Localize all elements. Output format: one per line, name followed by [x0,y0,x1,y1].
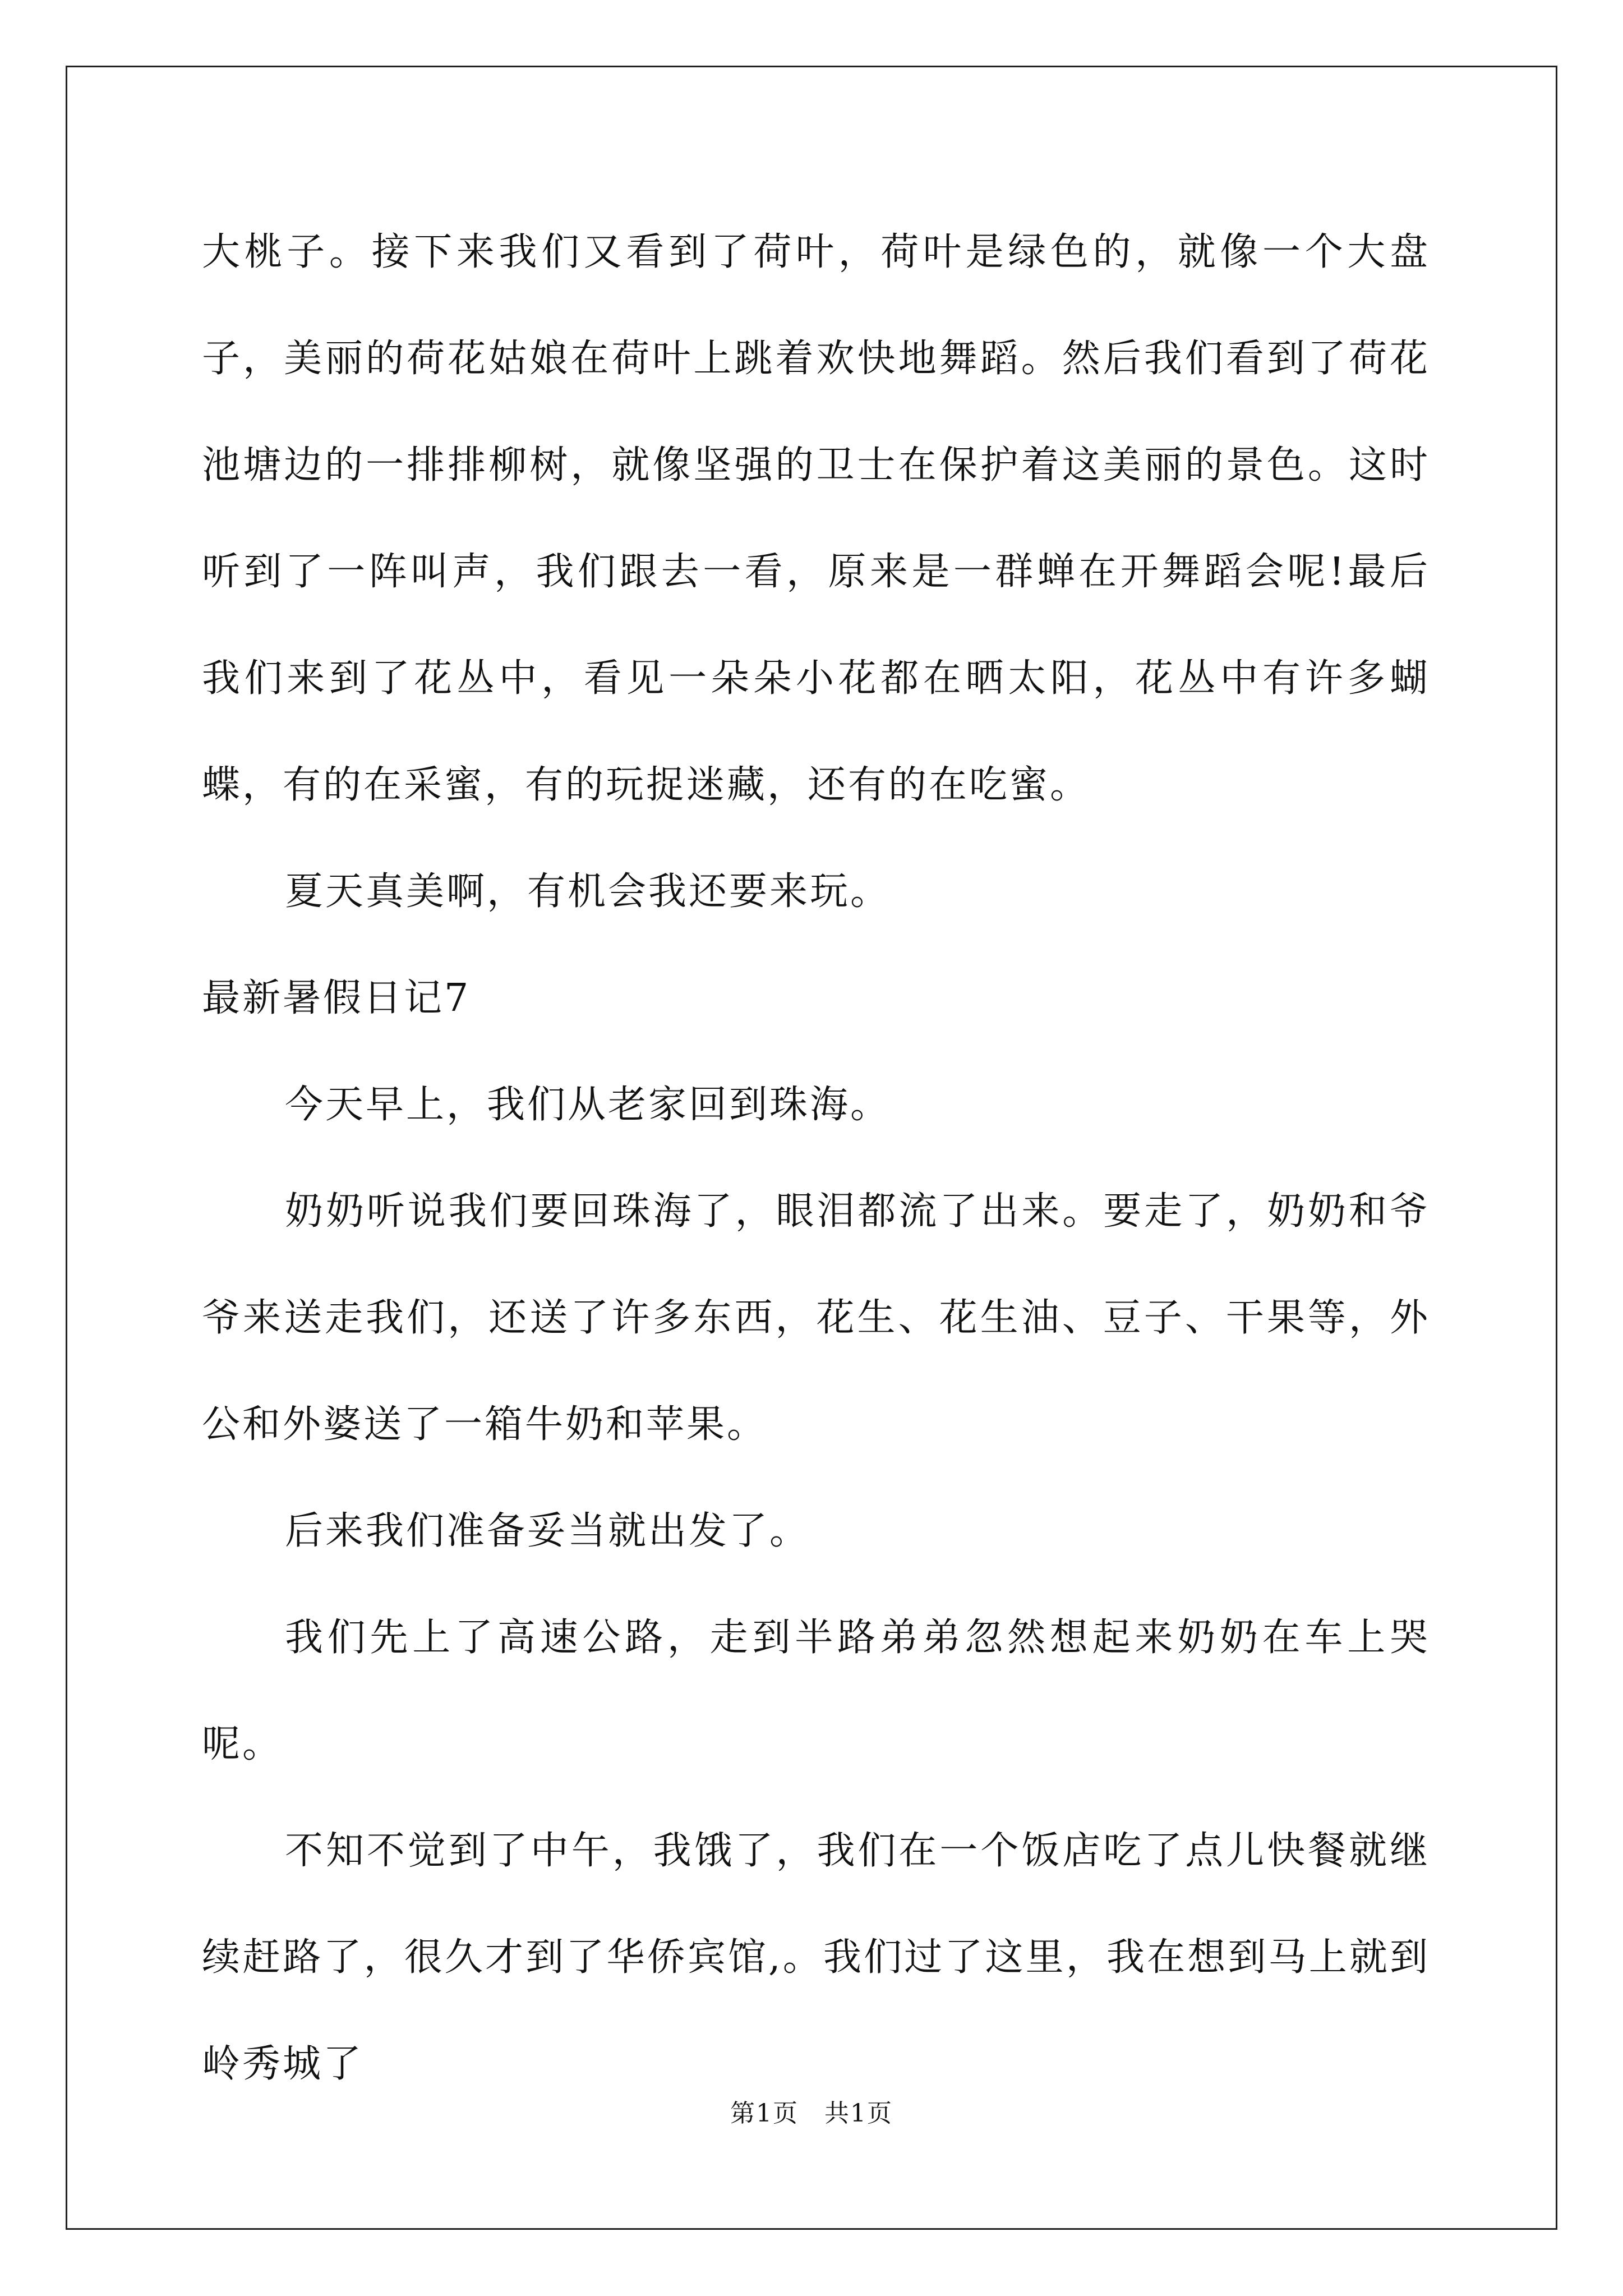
paragraph-highway: 我们先上了高速公路，走到半路弟弟忽然想起来奶奶在车上哭呢。 [202,1616,1430,1766]
paragraph-noon: 不知不觉到了中午，我饿了，我们在一个饭店吃了点儿快餐就继续赶路了，很久才到了华侨宾馆,。我们过了这里，我在想到马上就到岭秀城了 [202,1829,1430,2086]
paragraph-morning: 今天早上，我们从老家回到珠海。 [285,1083,891,1127]
paragraph-departure: 后来我们准备妥当就出发了。 [285,1509,810,1553]
paragraph-summer: 夏天真美啊，有机会我还要来玩。 [285,869,891,914]
paragraph-continued: 大桃子。接下来我们又看到了荷叶，荷叶是绿色的，就像一个大盘子，美丽的荷花姑娘在荷叶上跳着欢快地舞蹈。然后我们看到了荷花池塘边的一排排柳树，就像坚强的卫士在保护着这美丽的景色。这时听到了一阵叫声，我们跟去一看，原来是一群蝉在开舞蹈会呢!最后我们来到了花丛中，看见一朵朵小花都在晒太阳，花丛中有许多蝴蝶，有的在采蜜，有的玩捉迷藏，还有的在吃蜜。 [202,230,1430,807]
section-title: 最新暑假日记7 [202,976,471,1020]
document-body [202,199,1430,2118]
paragraph-grandma: 奶奶听说我们要回珠海了，眼泪都流了出来。要走了，奶奶和爷爷来送走我们，还送了许多东西，花生、花生油、豆子、干果等，外公和外婆送了一箱牛奶和苹果。 [202,1189,1430,1447]
page-footer: 第1页 共1页 [730,2099,893,2128]
